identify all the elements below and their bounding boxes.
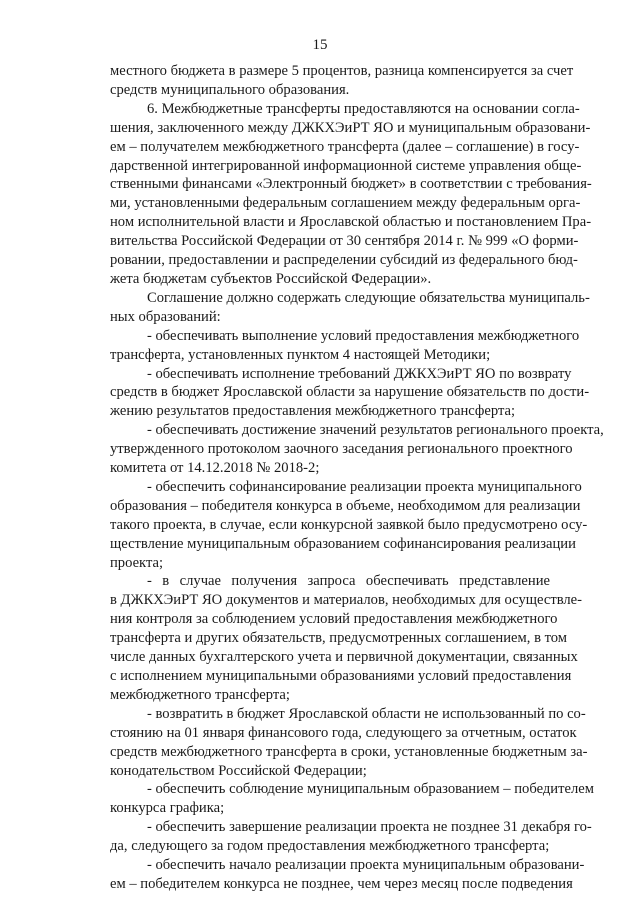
paragraph [110,327,580,365]
text-line: образования – победителя конкурса в объеме, необходимом для реализации [110,497,581,514]
text-line: ществление муниципальным образованием софинансирования реализации [110,535,576,552]
text-line: жета бюджетам субъектов Российской Федерации». [110,270,432,287]
text-line: межбюджетного трансферта; [110,686,290,703]
text-line: ния контроля за соблюдением условий предоставления межбюджетного [110,611,558,628]
text-line: ми, установленными федеральным соглашением между федеральным орга- [110,195,581,212]
text-line: жению результатов предоставления межбюджетного трансферта; [110,403,516,420]
text-line: - обеспечивать исполнение требований ДЖКХЭиРТ ЯО по возврату [147,365,572,382]
paragraph [110,705,588,781]
text-line: ном исполнительной власти и Ярославской областью и постановлением Пра- [110,214,592,231]
paragraph [110,100,592,289]
text-line: в ДЖКХЭиРТ ЯО документов и материалов, необходимых для осуществле- [110,592,583,609]
text-line: ем – получателем межбюджетного трансферта (далее – соглашение) в госу- [110,138,580,155]
text-line: конкурса графика; [110,800,225,817]
text-line: - в случае получения запроса обеспечивать представление [147,573,550,590]
paragraph [110,365,590,422]
paragraph [110,572,583,704]
paragraph [110,62,574,100]
text-line: дарственной интегрированной информационной системе управления обще- [110,157,582,174]
text-line: ем – победителем конкурса не позднее, чем через месяц после подведения [110,875,573,892]
text-line: Соглашение должно содержать следующие обязательства муниципаль- [147,289,590,306]
text-line: средств в бюджет Ярославской области за нарушение обязательств по дости- [110,384,590,401]
text-line: - обеспечивать выполнение условий предоставления межбюджетного [147,327,580,344]
text-line: - обеспечить начало реализации проекта муниципальным образовани- [147,857,585,874]
text-line: утвержденного протоколом заочного заседания регионального проектного [110,441,573,458]
paragraph [110,856,585,894]
paragraph [110,289,590,327]
text-line: да, следующего за годом предоставления межбюджетного трансферта; [110,838,550,855]
text-line: ровании, предоставлении и распределении субсидий из федерального бюд- [110,252,578,269]
page-number: 15 [312,37,328,53]
text-line: - возвратить в бюджет Ярославской области не использованный по со- [147,705,586,722]
text-line: трансферта и других обязательств, предусмотренных соглашением, в том [110,630,568,647]
text-line: стоянию на 01 января финансового года, следующего за отчетным, остаток [110,724,577,741]
text-line: вительства Российской Федерации от 30 сентября 2014 г. № 999 «О форми- [110,233,579,250]
paragraph [110,421,604,478]
text-line: - обеспечивать достижение значений результатов регионального проекта, [147,422,604,439]
text-line: средств муниципального образования. [110,81,350,98]
text-line: средств межбюджетного трансферта в сроки, установленные бюджетным за- [110,743,588,760]
document-body [110,62,604,894]
text-line: с исполнением муниципальными образованиями условий предоставления [110,668,572,684]
text-line: ственными финансами «Электронный бюджет» в соответствии с требования- [110,176,592,193]
text-line: конодательством Российской Федерации; [110,762,367,779]
text-line: шения, заключенного между ДЖКХЭиРТ ЯО и муниципальным образовани- [110,119,591,136]
text-line: числе данных бухгалтерского учета и первичной документации, связанных [110,649,578,666]
text-line: - обеспечить соблюдение муниципальным образованием – победителем [147,781,594,798]
text-line: комитета от 14.12.2018 № 2018-2; [110,460,320,477]
paragraph [110,818,592,856]
text-line: ных образований: [110,308,221,325]
text-line: местного бюджета в размере 5 процентов, разница компенсируется за счет [110,63,574,79]
text-line: такого проекта, в случае, если конкурсной заявкой было предусмотрено осу- [110,516,588,533]
text-line: 6. Межбюджетные трансферты предоставляются на основании согла- [147,100,580,117]
text-line: - обеспечить софинансирование реализации проекта муниципального [147,478,582,495]
text-line: проекта; [110,554,164,571]
text-line: трансферта, установленных пунктом 4 настоящей Методики; [110,346,491,363]
text-line: - обеспечить завершение реализации проекта не позднее 31 декабря го- [147,819,592,836]
paragraph [110,478,588,573]
paragraph [110,780,594,818]
